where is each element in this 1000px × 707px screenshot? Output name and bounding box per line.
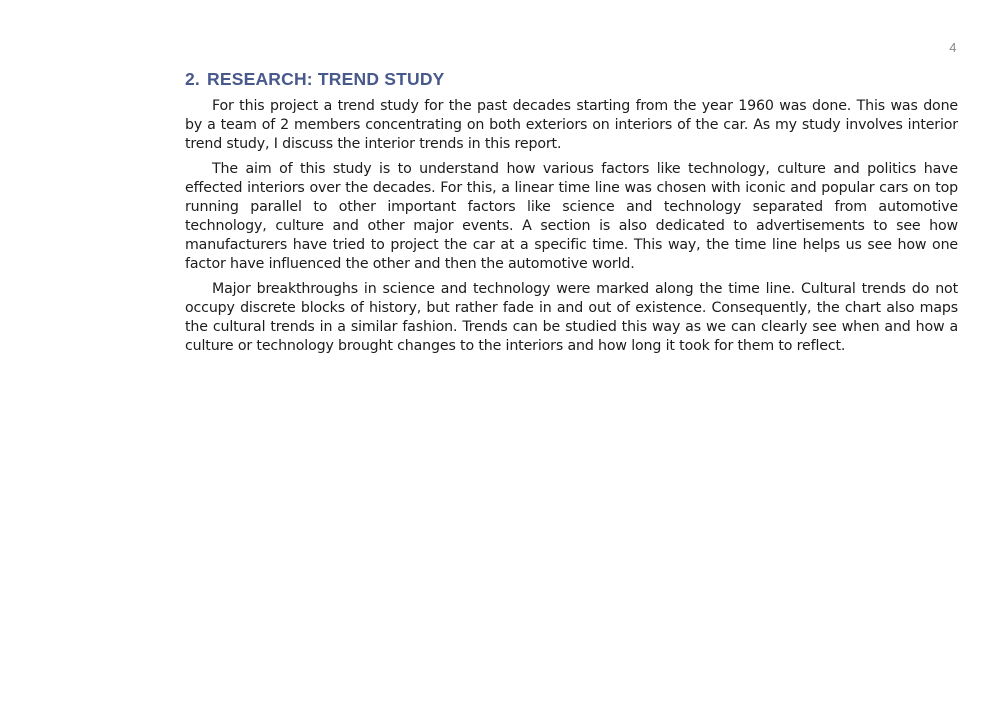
section-title: RESEARCH: TREND STUDY xyxy=(207,69,445,89)
section-content xyxy=(185,68,958,362)
body-paragraph-1: For this project a trend study for the past decades starting from the year 1960 was done. This was done by a team of 2 members concentrating on both exteriors on interiors of the car. As my study involves interior trend study, I discuss the interior trends in this report. xyxy=(185,98,958,152)
page-number: 4 xyxy=(949,40,957,55)
section-heading xyxy=(185,68,958,90)
body-paragraph-3: Major breakthroughs in science and technology were marked along the time line. Cultural trends do not occupy discrete blocks of history, but rather fade in and out of existence. Consequently, the chart also maps the cultural trends in a similar fashion. Trends can be studied this way as we can clearly see when and how a culture or technology brought changes to the interiors and how long it took for them to reflect. xyxy=(185,281,958,354)
body-paragraph-2: The aim of this study is to understand how various factors like technology, culture and politics have effected interiors over the decades. For this, a linear time line was chosen with iconic and popular cars on top running parallel to other important factors like science and technology separated from automotive technology, culture and other major events. A section is also dedicated to advertisements to see how manufacturers have tried to project the car at a specific time. This way, the time line helps us see how one factor have influenced the other and then the automotive world. xyxy=(185,161,958,272)
section-number: 2. xyxy=(185,69,200,89)
